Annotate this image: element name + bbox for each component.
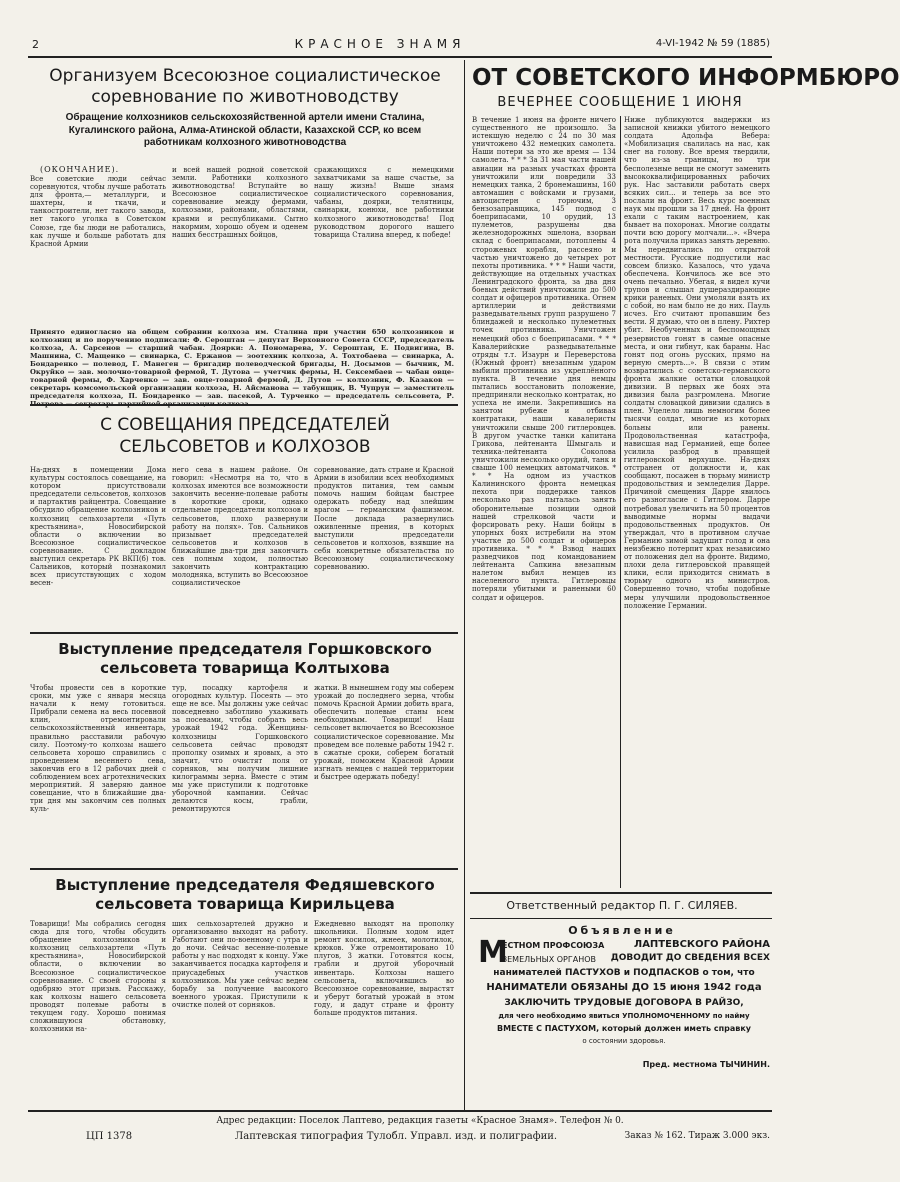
article2-col3: соревнование, дать стране и Красной Армии в изобилии всех необходимых продуктов питания, тем самым помочь нашим бойцам быстрее одержать победу над злейшим врагом — германским фашизмом. После доклада развернулись оживленные прения, в которых выступили председатели сельсоветов и колхозов, взявшие на себя конкретные обязательства по Всесоюзному социалистическому соревнованию. (314, 466, 454, 572)
article2-col1: На-днях в помещении Дома культуры состоялось совещание, на котором присутствовали председатели сельсоветов, колхозов и партактив райцентра. Совещание обсудило обращение колхозников и колхозниц сельхозартели «Путь крестьянина», Новосибирской области о включении во Всесоюзное социалистическое соревнование. С докладом выступил секретарь РК ВКП(б) тов. Сальников, который познакомил всех присутствующих с ходом весен- (30, 466, 166, 588)
announcement-line5: ЗАКЛЮЧИТЬ ТРУДОВЫЕ ДОГОВОРА В РАЙЗО, (504, 998, 744, 1008)
article3-col3: жатки. В нынешнем году мы соберем урожай до последнего зерна, чтобы помочь Красной Армии добить врага, обеспечить полевые станы всем необходимым. Товарищи! Наш сельсовет включается во Всесоюзное социалистическое соревнование. Мы проведем все полевые работы 1942 г. в сжатые сроки, соберем богатый урожай, поможем Красной Армии изгнать немцев с нашей территории и быстрее одержать победу! (314, 684, 454, 782)
announcement-line6: для чего необходимо явиться УПОЛНОМОЧЕННОМУ по найму (498, 1012, 750, 1020)
column-divider (464, 60, 465, 1110)
announcement-heading: Объявление (568, 924, 676, 937)
article1-title: Организуем Всесоюзное социалистическое соревнование по животноводству (49, 66, 441, 107)
paper-name: КРАСНОЕ ЗНАМЯ (294, 37, 466, 51)
article3-title: Выступление председателя Горшковского сельсовета товарища Колтыхова (58, 640, 432, 677)
article2-col2: него сева в нашем районе. Он говорил: «Несмотря на то, что в колхозах имеются все возможности закончить весенне-полевые работы в короткие сроки, однако отдельные председатели колхозов и сельсоветов, плохо развернули работу на полях». Тов. Сальников призывает председателей сельсоветов и колхозов в ближайшие два-три дня закончить сев полным ходом, полностью закончить контрактацию молодняка, вступить во Всесоюзное социалистическое (172, 466, 308, 588)
tsp-code: ЦП 1378 (86, 1131, 133, 1142)
announcement-line8: о состоянии здоровья. (582, 1037, 666, 1045)
divider (470, 892, 772, 894)
article1-col1: Все советские люди сейчас соревнуются, чтобы лучше работать для фронта,— металлурги, и шахтеры, и ткачи, и танкостроители, нет такого завода, нет такого уголка в Советском Союзе, где бы люди не работались, как лучше и больше работать для Красной Армии (30, 175, 166, 248)
article4-col2: ших сельхозартелей дружно и организованно выходят на работу. Работают они по-военному с утра и до ночи. Сейчас весенне-полевые работы у нас подходят к концу. Уже заканчивается посадка картофеля и приусадебных участков колхозников. Мы уже сейчас ведем борьбу за получение высокого военного урожая. Приступили к очистке полей от сорняков. (172, 920, 308, 1009)
article3-col2: тур, посадку картофеля и огородных культур. Посеять — это еще не все. Мы должны уже сейчас повседневно заботливо ухаживать за посевами, чтобы собрать весь урожай 1942 года. Женщины-колхозницы Горшковского сельсовета сейчас проводят прополку озимых и яровых, а это значит, что очистят поля от сорняков, мы получим лишние килограммы зерна. Вместе с этим мы уже приступили к подготовке уборочной кампании. Сейчас делаются косы, грабли, ремонтируются (172, 684, 308, 814)
article1-col2: и всей нашей родной советской земли. Работники колхозного животноводства! Вступайте во Всесоюзное социалистическое соревнование между фермами, колхозами, районами, областями, краями и республиками. Сытно накормим, хорошо обуем и оденем наших бесстрашных бойцов, (172, 166, 308, 239)
announcement-sign: Пред. местнома ТЫЧИНИН. (642, 1060, 770, 1069)
announcement-line2b: ДОВОДИТ ДО СВЕДЕНИЯ ВСЕХ (610, 953, 770, 963)
divider (30, 868, 458, 870)
sovinform-title: ОТ СОВЕТСКОГО ИНФОРМБЮРО (472, 65, 900, 91)
announcement-line3: нанимателей ПАСТУХОВ и ПОДПАСКОВ о том, что (493, 968, 755, 978)
article1-ending: (ОКОНЧАНИЕ). (40, 165, 120, 174)
page-number: 2 (32, 38, 39, 51)
article1-col3: сражающихся с немецкими захватчиками за наше счастье, за нашу жизнь! Выше знамя социалистического соревнования, чабаны, доярки, телятницы, свинарки, конюхи, все работники колхозного животноводства! Под руководством дорогого нашего товарища Сталина вперед, к победе! (314, 166, 454, 239)
sovinform-subtitle: ВЕЧЕРНЕЕ СООБЩЕНИЕ 1 ИЮНЯ (497, 95, 743, 110)
announcement-dropcap: М (478, 935, 508, 970)
masthead-rule (28, 56, 772, 58)
responsible-editor: Ответственный редактор П. Г. СИЛЯЕВ. (506, 899, 738, 912)
article1-signatures: Принято единогласно на общем собрании колхоза им. Сталина при участии 650 колхозников и колхозниц и по поручению подписали: Ф. Сероштан — депутат Верховного Совета СССР, председатель колхоза, А. Сарсенов — старший чабан. Доярки: А. Пономарева, У. Сероштан, Е. Подвигина, В. Машнина, С. Мащенко — свинарка, С. Ержанов — зоотехник колхоза, А. Тохтобаева — свинарка, А. Бондаренко — полевод, Г. Манеген — бригадир полеводческой бригады, Н. Досымов — бычник, М. Окруйко — зав. молочно-товарной фермой, Т. Дутова — учетчик фермы, Н. Сексембаев — чабан овце-товарной фермы, Ф. Харченко — зав. овце-товарной фермой, Д. Дутов — колхозник, Ф. Казаков — секретарь комсомольской организации колхоза, Н. Айсманова — табунщик, В. Чупрун — заместитель председателя колхоза, П. Бондаренко — зав. пасекой, А. Турченко — председатель сельсовета, Р. (30, 328, 454, 400)
announcement-line7: ВМЕСТЕ С ПАСТУХОМ, который должен иметь справку (497, 1024, 751, 1033)
order-info: Заказ № 162. Тираж 3.000 экз. (624, 1131, 770, 1141)
announcement-line2a: ЗЕМЕЛЬНЫХ ОРГАНОВ (502, 955, 597, 964)
printer-info: Лаптевская типография Тулобл. Управл. изд. и полиграфии. (234, 1131, 558, 1142)
announcement-line1a: ЕСТНОМ ПРОФСОЮЗА (502, 941, 605, 950)
editorial-address: Адрес редакции: Поселок Лаптево, редакция газеты «Красное Знамя». Телефон № 0. (216, 1116, 624, 1126)
sovinform-col1: В течение 1 июня на фронте ничего существенного не произошло. За истекшую неделю с 24 по 30 мая уничтожено 432 немецких самолета. Наши потери за это же время — 134 самолета. * * * За 31 мая части нашей авиации на разных участках фронта уничтожили или повредили 33 немецких танка, 2 бронемашины, 160 автомашин с войсками и грузами, автоцистерн с горючим, 3 бензозаправщика, 145 подвод с боеприпасами, 10 орудий, 13 пулеметов, разрушены два железнодорожных эшелона, взорван склад с боеприпасами, потоплены 4 сторожевых корабля, рассеяно и частью уничтожено до четырех рот пехоты противника. * * * Наши части, действующие на отдельных участках Ленинградского фронта, за два дня боевых действий уничтожили до 500 солдат и офицеров противника. Огнем артиллерии и действиями разведывательных групп разрушено 7 блиндажей и несколько пулеметных точек противника. Уничтожен немецкий обоз с боеприпасами. * * * Кавалерийские разведывательные отряды т.т. Изаурн и Переверстова (Южный фронт) внезапным ударом выбили противника из укреплённого пункта. В течение дня немцы пытались восстановить положение, предприняли несколько контратак, но успеха не имели. Закрепившись на занятом рубеже и отбивая контратаки, наши кавалеристы уничтожили свыше 200 гитлеровцев. В другом участке танки капитана Грикова, лейтенанта Шмыгаль и техника-лейтенанта Соколова уничтожили несколько орудий, танк и свыше 100 немецких автоматчиков. * * * На одном из участков Калининского фронта немецкая пехота при поддержке танков несколько раз пыталась занять оборонительные позиции одной нашей стрелковой части и форсировать реку. Наши бойцы в упорных боях истребили на этом участке до 500 солдат и офицеров противника. * * * Взвод наших разведчиков под командованием лейтенанта Сапкина внезапным налетом выбил немцев из населенного пункта. Гитлеровцы потеряли убитыми и ранеными 60 солдат и офицеров. (472, 116, 616, 602)
divider (470, 918, 772, 919)
article2-title: С СОВЕЩАНИЯ ПРЕДСЕДАТЕЛЕЙ СЕЛЬСОВЕТОВ и КОЛХОЗОВ (100, 415, 390, 457)
divider (30, 404, 458, 406)
article4-col3: Ежедневно выходят на прополку школьники. Полным ходом идет ремонт косилок, жнеек, молотилок, крюков. Уже отремонтировано 10 плугов, 3 жатки. Готовятся косы, грабли и другой уборочный инвентарь. Колхозы нашего сельсовета, включившись во Всесоюзное соревнование, вырастят и уберут богатый урожай в этом году, и дадут стране и фронту больше продуктов питания. (314, 920, 454, 1018)
inner-column-divider (620, 116, 621, 888)
article3-col1: Чтобы провести сев в короткие сроки, мы уже с января месяца начали к нему готовиться. Прибрали семена на весь посевной клин, отремонтировали сельскохозяйственный инвентарь, правильно расставили рабочую силу. Поэтому-то колхозы нашего сельсовета хорошо справились с проведением весеннего сева, закончив его в 12 рабочих дней с соблюдением всех агротехнических мероприятий. Я заверяю данное совещание, что в ближайшие два-три дня мы закончим сев полных куль- (30, 684, 166, 814)
article4-title: Выступление председателя Федяшевского сельсовета товарища Кирильцева (55, 876, 435, 913)
divider (30, 632, 458, 634)
article4-col1: Товарищи! Мы собрались сегодня сюда для того, чтобы обсудить обращение колхозников и колхозниц сельхозартели «Путь крестьянина», Новосибирской области, о включении во Всесоюзное социалистическое соревнование. С своей стороны я одобряю этот призыв. Расскажу, как колхозы нашего сельсовета проводят полевые работы в текущем году. Хорошо понимая сложившуюся обстановку, колхозники на- (30, 920, 166, 1034)
announcement-line1b: ЛАПТЕВСКОГО РАЙОНА (633, 939, 770, 950)
issue-date: 4-VI-1942 № 59 (1885) (655, 38, 770, 49)
sovinform-col2: Ниже публикуются выдержки из записной книжки убитого немецкого солдата Адольфа Вебера: «Мобилизация свалилась на нас, как снег на голову. Все время твердили, что из-за границы, но три бесполезные вещи не смогут заменить высококвалифицированных рабочих рук. Нас заставили работать сверх всяких сил... и теперь за все это послали на фронт. Весь курс военных наук мы прошли за 17 дней. На фронт ехали с таким настроением, как бывает на похоронах. Многие солдаты почти всю дорогу молчали...». «Вчера рота получила приказ занять деревню. Мы передвигались по открытой местности. Русские подпустили нас совсем близко. Казалось, что удача обеспечена. Кончилось же все это очень печально. Убегая, я видел кучи трупов и слышал душераздирающие крики раненых. Они умоляли взять их с собой, но нам было не до них. Пауль исчез. Его считают пропавшим без вести. Я думаю, что он в плену. Рихтер убит. Необученных и беспомощных резервистов гонят в самые опасные места, и они гибнут, как бараны. Нас гонят под огонь русских, прямо на верную смерть...». В связи с этим возвратились с советско-германского фронта жалкие остатки словацкой дивизии. В первых же боях эта дивизия была разгромлена. Многие солдаты словацкой дивизии сдались в плен. Уцелело лишь немногим более тысячи солдат, многие из которых больны или ранены. Продовольственная катастрофа, нависшая над Германией, еще более усилила разброд в правящей гитлеровской верхушке. На-днях отстранен от должности и, как сообщают, посажен в тюрьму министр продовольствия и земледелия Дарре. Причиной смещения Дарре явилось его разногласие с Гитлером. Дарре потребовал увеличить на 50 процентов выводимые нормы выдачи продовольственных продуктов. Он утверждал, что в противном случае Германию зимой задушит голод и она неизбежно потерпит крах независимо от положения дел на фронте. Видимо, плохи дела гитлеровской правящей клики, если приходится снимать в тюрьму одного из министров. Совершенно точно, чтобы подобные меры улучшили продовольственное положение Германии. (624, 116, 771, 610)
article1-subtitle: Обращение колхозников сельскохозяйственной артели имени Сталина, Кугалинского района, Алма-Атинской области, Казахской ССР, ко всем работникам колхозного животноводства (65, 112, 425, 148)
footer-rule (28, 1110, 772, 1112)
announcement-line4: НАНИМАТЕЛИ ОБЯЗАНЫ ДО 15 июня 1942 года (486, 982, 762, 993)
